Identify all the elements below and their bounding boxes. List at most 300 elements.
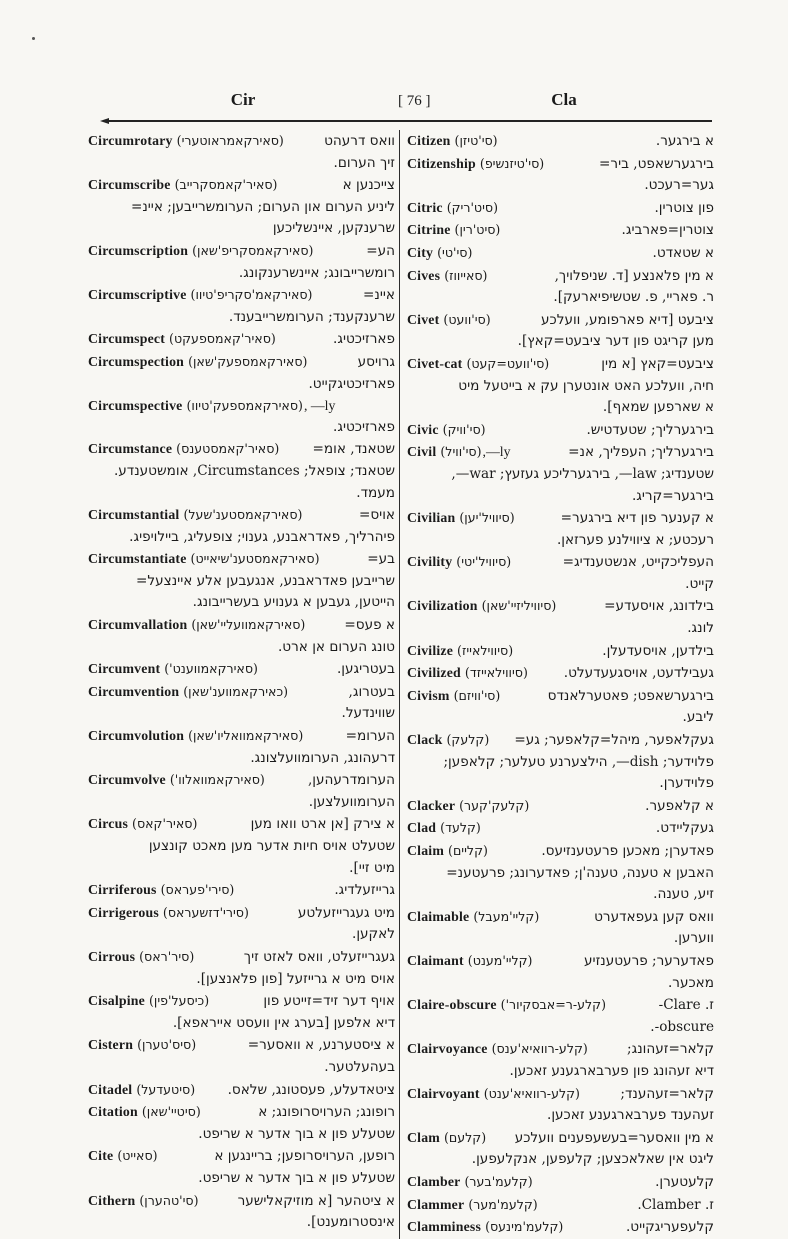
entry-first-line xyxy=(407,130,714,153)
entry-translation-line: צוטרין=פארביג. xyxy=(621,222,714,239)
dictionary-entry xyxy=(407,265,714,309)
entry-phonetic: (סי'וועט) xyxy=(443,311,491,327)
entry-first-line xyxy=(407,1038,714,1061)
entry-first-line xyxy=(407,1083,714,1106)
entry-headword-group xyxy=(407,795,529,817)
entry-phonetic: (קלע-רוואיא'ענס) xyxy=(491,1041,588,1057)
entry-translation-line: דרעהונג, הערומוועלצונג. xyxy=(250,749,395,766)
entry-headword-group xyxy=(88,1101,201,1123)
entry-translation-line: אויף דער זיד=זייטע פון xyxy=(263,993,395,1010)
entry-translation-line: אויס מיט א גרייזעל [פון פלאנצען]. xyxy=(196,970,395,987)
entry-headword-group xyxy=(407,994,606,1016)
entry-headword: Circumrotary xyxy=(88,133,173,148)
entry-translation-line: בעטרוג, xyxy=(348,683,395,700)
entry-headword: Cirrous xyxy=(88,948,136,964)
entry-headword-group xyxy=(407,685,500,707)
entry-translation-line: בע= xyxy=(367,551,395,568)
entry-headword-group xyxy=(407,1127,486,1149)
entry-phonetic: (סי'טהערן) xyxy=(139,1192,199,1208)
entry-headword-group xyxy=(88,174,277,196)
entry-translation-line: שטעלע פון א בוך אדער א שריפט. xyxy=(198,1125,395,1142)
entry-translation-line: מיט געגרייזעלטע xyxy=(297,904,395,921)
entry-phonetic: (סי'טיזן) xyxy=(454,133,498,148)
entry-phonetic: (סיטיי'שאן) xyxy=(141,1104,201,1120)
entry-translation-line: פלוידערן. xyxy=(659,775,714,792)
entry-translation-line: ציטאדעלע, פעסטונג, שלאס. xyxy=(227,1081,395,1098)
entry-headword: Circumvention xyxy=(88,683,180,699)
entry-phonetic: (סאירקאמסטענ'שעל) xyxy=(183,507,303,523)
entry-translation-line: האבען א טענה, טענה'ן; פאדערונג; פרעטענ= xyxy=(446,864,714,881)
entry-first-line xyxy=(88,284,395,307)
entry-first-line xyxy=(88,614,395,637)
entry-translation-line: א שארפען שמאף]. xyxy=(602,399,714,416)
entry-headword: Clammer xyxy=(407,1196,465,1212)
entry-headword-group xyxy=(88,902,249,924)
entry-translation-line: פארזיכטיג. xyxy=(333,331,395,348)
entry-translation-line: רומשרייבונג; איינשרענקונג. xyxy=(238,264,395,281)
header-rule xyxy=(108,120,712,122)
entry-first-line xyxy=(88,990,395,1013)
entry-headword: Circumspective xyxy=(88,398,183,414)
entry-phonetic: (סיט'רין) xyxy=(454,222,501,238)
entry-headword: Clamber xyxy=(407,1173,461,1189)
entry-headword-group xyxy=(88,990,209,1012)
entry-translation-line: שטעלע פון א בוך אדער א שריפט. xyxy=(198,1169,395,1186)
entry-translation-line: קלאר=זעהונג; xyxy=(627,1041,714,1058)
dictionary-entry xyxy=(407,840,714,906)
entry-headword: Circumscription xyxy=(88,242,189,258)
entry-translation-line: ז. Clamber. xyxy=(637,1196,714,1213)
entry-translation-line: קלאר=זעהענד; xyxy=(620,1085,714,1102)
entry-headword-group xyxy=(407,950,532,972)
entry-headword-group xyxy=(88,130,284,152)
entry-first-line xyxy=(88,725,395,748)
entry-headword-group xyxy=(88,946,194,968)
dictionary-entry xyxy=(88,328,395,351)
entry-headword: Civilization xyxy=(407,598,478,614)
entry-translation-line: לאקען. xyxy=(352,926,395,943)
dictionary-entry xyxy=(88,1145,395,1189)
header-guide-word-left: Cir xyxy=(230,90,256,109)
dictionary-entry xyxy=(407,219,714,242)
entry-headword-group xyxy=(88,395,335,417)
entry-phonetic: (סי'וויק) xyxy=(442,421,486,437)
entry-translation-line: רעכטע; א ציווילנע פערזאן. xyxy=(556,531,714,548)
entry-phonetic: (סאירקאמסטענ'שיאייט) xyxy=(190,551,320,567)
entry-phonetic: (כיסעל'פין) xyxy=(149,993,210,1009)
entry-first-line xyxy=(407,817,714,840)
entry-first-line xyxy=(88,902,395,925)
entry-suffix: , —ly xyxy=(303,398,336,414)
entry-first-line xyxy=(88,130,395,153)
entry-translation-line: אינסטרומענט]. xyxy=(306,1214,395,1231)
entry-headword: Civilian xyxy=(407,510,456,526)
entry-headword: Circumstantiate xyxy=(88,551,187,567)
entry-translation-line: ליבע. xyxy=(682,709,714,726)
entry-headword: Citadel xyxy=(88,1081,133,1097)
entry-phonetic: (סאירקאמ'סקריפ'טיוו) xyxy=(190,287,313,303)
entry-headword: Citation xyxy=(88,1104,138,1120)
entry-translation-line: מאכער. xyxy=(667,974,714,991)
entry-phonetic: (סאיר'קאמספעקט) xyxy=(169,331,276,347)
entry-headword-group xyxy=(407,353,549,375)
dictionary-entry xyxy=(407,640,714,663)
entry-translation-line: הייטען, געבען א גענויע בעשרייבונג. xyxy=(192,594,395,611)
entry-first-line xyxy=(88,395,395,417)
entry-first-line xyxy=(407,419,714,442)
entry-first-line xyxy=(407,795,714,818)
dictionary-entry xyxy=(88,284,395,328)
entry-phonetic: (קלעק) xyxy=(446,732,490,748)
dictionary-entry xyxy=(407,1038,714,1082)
entry-headword: Civil xyxy=(407,444,437,460)
entry-headword: Clacker xyxy=(407,797,456,813)
entry-first-line xyxy=(407,197,714,220)
entry-translation-line: פיהרליך, פאדראבנע, גענוי; צופעליג, ביילויפיג. xyxy=(129,528,395,545)
entry-headword: Circumscribe xyxy=(88,177,171,193)
entry-translation-line: בעהעלטער. xyxy=(324,1058,395,1075)
entry-headword-group xyxy=(407,662,528,684)
entry-headword: Citrine xyxy=(407,222,451,238)
entry-phonetic: (סאיר'קאס) xyxy=(132,816,198,832)
dictionary-entry xyxy=(407,950,714,994)
entry-phonetic: (סירי'פעראס) xyxy=(160,882,235,898)
entry-translation-line: צייכנען א xyxy=(342,177,395,194)
entry-headword-group xyxy=(88,725,303,747)
dictionary-entry xyxy=(407,595,714,639)
entry-translation-line: הע= xyxy=(366,242,395,259)
dictionary-entry xyxy=(88,681,395,725)
entry-translation-line: שרענקען, איינשליכען xyxy=(272,220,395,237)
entry-translation-line: ליגט אין שאלאכצען; קלעפען, אנקלעפען. xyxy=(471,1151,714,1168)
dictionary-entry xyxy=(88,658,395,681)
entry-translation-line: פלוידער; dish—, הילצערנע טעלער; קלאפען; xyxy=(443,753,714,770)
entry-phonetic: (סיוויליזיי'שאן) xyxy=(481,598,557,614)
entry-translation-line: מען קריגט פון דער ציבעט=קאץ]. xyxy=(517,333,714,350)
entry-headword: Circumstantial xyxy=(88,507,180,523)
entry-translation-line: אויס= xyxy=(358,507,395,524)
entry-headword: Circumvolution xyxy=(88,728,185,744)
entry-headword-group xyxy=(407,1171,533,1193)
entry-first-line xyxy=(88,328,395,351)
entry-first-line xyxy=(407,219,714,242)
entry-headword-group xyxy=(407,906,539,928)
entry-first-line xyxy=(88,351,395,374)
entry-first-line xyxy=(407,353,714,376)
entry-phonetic: (קלעק'קער) xyxy=(459,797,530,813)
entry-phonetic: (סאיר'קאמסקרייב) xyxy=(174,177,278,193)
dictionary-entry xyxy=(407,1171,714,1194)
entry-phonetic: (סיוויל'יען) xyxy=(459,510,515,526)
entry-headword-group xyxy=(88,1145,158,1167)
entry-headword: Cite xyxy=(88,1148,114,1164)
entry-suffix: ,—ly xyxy=(482,444,511,460)
entry-translation-line: בירגערליך; שטעדטיש. xyxy=(586,421,714,438)
entry-first-line xyxy=(88,681,395,704)
entry-headword: Circus xyxy=(88,816,129,832)
entry-headword-group xyxy=(407,441,510,463)
entry-translation-line: בירגער=קריג. xyxy=(631,487,714,504)
entry-phonetic: (סאירקאמראוטערי) xyxy=(176,133,284,148)
entry-phonetic: (סאירקאמוואלוו') xyxy=(169,772,265,788)
dictionary-entry xyxy=(88,130,395,174)
entry-translation-line: זעהענד פערבארגענע זאכען. xyxy=(547,1107,714,1124)
dictionary-entry xyxy=(407,662,714,685)
dictionary-entry xyxy=(407,906,714,950)
entry-headword: Cirriferous xyxy=(88,882,157,898)
entry-headword: Civic xyxy=(407,421,439,437)
dictionary-entry xyxy=(88,1079,395,1102)
entry-translation-line: .-obscure xyxy=(650,1018,714,1035)
entry-translation-line: א ציסטערנע, א וואסער= xyxy=(247,1037,395,1054)
entry-headword-group xyxy=(407,595,556,617)
entry-phonetic: (קלעמ'בער) xyxy=(464,1173,533,1189)
dictionary-entry xyxy=(88,902,395,946)
entry-translation-line: א שטאדט. xyxy=(652,244,714,261)
entry-headword-group xyxy=(407,242,472,264)
dictionary-entry xyxy=(88,504,395,548)
entry-phonetic: (קלע-ר=אבסקיור') xyxy=(500,997,607,1013)
entry-translation-line: גרייזעלדיג. xyxy=(334,882,395,899)
entry-headword-group xyxy=(407,219,500,241)
entry-headword: Circumvallation xyxy=(88,617,188,633)
entry-translation-line: שטעלט אויס חיות אדער מען מאכט קונצען xyxy=(148,838,395,854)
entry-phonetic: (קלעמ'מער) xyxy=(468,1196,538,1212)
entry-headword-group xyxy=(88,813,197,835)
entry-first-line xyxy=(407,906,714,929)
dictionary-entry xyxy=(407,1216,714,1239)
entry-translation-line: חיה, וועלכע האט אונטערן עק א בייטעל מיט xyxy=(458,377,714,394)
entry-first-line xyxy=(88,174,395,197)
dictionary-entry xyxy=(407,441,714,507)
entry-headword: Circumvolve xyxy=(88,772,166,788)
entry-phonetic: (סיווילאייז) xyxy=(457,642,514,658)
entry-headword-group xyxy=(407,729,489,751)
running-header xyxy=(88,90,714,110)
entry-headword: Cithern xyxy=(88,1192,136,1208)
entry-headword: Clack xyxy=(407,732,443,748)
entry-headword: Circumspect xyxy=(88,331,166,347)
entry-translation-line: קלעטערן. xyxy=(655,1173,714,1190)
entry-headword: Clairvoyant xyxy=(407,1085,480,1101)
entry-headword-group xyxy=(88,284,312,306)
entry-headword-group xyxy=(407,265,487,287)
entry-translation-line: קייט. xyxy=(685,575,714,592)
entry-translation-line: איינ= xyxy=(363,287,395,304)
entry-first-line xyxy=(407,1171,714,1194)
dictionary-entry xyxy=(407,309,714,353)
entry-phonetic: (קלעמ'מינעס) xyxy=(485,1219,564,1235)
entry-headword: Circumscriptive xyxy=(88,287,187,303)
entry-headword-group xyxy=(407,507,515,529)
header-guide-word-right: Cla xyxy=(551,90,577,109)
entry-translation-line: לונג. xyxy=(687,620,714,637)
entry-translation-line: גרויסע xyxy=(357,353,395,370)
entry-translation-line: מיט זיי]. xyxy=(349,859,395,876)
entry-translation-line: הערומ= xyxy=(345,728,395,745)
entry-headword-group xyxy=(407,817,481,839)
entry-phonetic: (סיוויל'יטי) xyxy=(456,554,512,570)
entry-first-line xyxy=(407,153,714,176)
entry-headword: Clairvoyance xyxy=(407,1041,488,1057)
entry-phonetic: (סאירקאמסקריפ'שאן) xyxy=(192,242,314,258)
dictionary-entry xyxy=(407,242,714,265)
dictionary-entry xyxy=(407,507,714,551)
entry-translation-line: ציבעט=קאץ [א מין xyxy=(601,355,714,372)
entry-translation-line: רופונג; הערויסרופונג; א xyxy=(258,1104,395,1121)
entry-headword-group xyxy=(88,769,265,791)
entry-translation-line: טונג הערום אן ארט. xyxy=(277,638,395,655)
entry-translation-line: שטאנד, אומ= xyxy=(312,441,395,458)
entry-translation-line: זיע, טענה. xyxy=(653,886,714,903)
entry-headword: Claire-obscure xyxy=(407,997,497,1013)
dictionary-entry xyxy=(88,438,395,504)
entry-first-line xyxy=(88,813,395,836)
entry-headword: Civism xyxy=(407,687,450,703)
dictionary-entry xyxy=(407,130,714,153)
entry-first-line xyxy=(88,1034,395,1057)
entry-translation-line: שווינדעל. xyxy=(341,705,395,722)
entry-translation-line: בעטריגען. xyxy=(336,661,395,678)
entry-translation-line: ר. פאריי, פ. שטשיפיארעק]. xyxy=(553,289,714,306)
entry-first-line xyxy=(407,662,714,685)
entry-headword-group xyxy=(407,640,513,662)
entry-first-line xyxy=(407,1194,714,1217)
dictionary-entry xyxy=(88,990,395,1034)
entry-headword-group xyxy=(407,1038,588,1060)
entry-headword: Civilized xyxy=(407,665,461,681)
entry-phonetic: (קלע-רוואיא'ענט) xyxy=(483,1085,580,1101)
entry-headword-group xyxy=(88,614,305,636)
entry-phonetic: (סיטעדעל) xyxy=(136,1081,196,1097)
dictionary-columns xyxy=(88,130,714,1239)
entry-headword-group xyxy=(88,658,258,680)
entry-first-line xyxy=(407,729,714,752)
entry-headword: Cirrigerous xyxy=(88,904,159,920)
entry-first-line xyxy=(407,441,714,464)
entry-first-line xyxy=(88,658,395,681)
entry-headword-group xyxy=(88,879,234,901)
entry-first-line xyxy=(407,950,714,973)
entry-translation-line: מעמד. xyxy=(356,484,395,501)
entry-phonetic: (כאירקאמווענ'שאן) xyxy=(183,683,289,699)
dictionary-entry xyxy=(407,1127,714,1171)
entry-headword-group xyxy=(88,328,276,350)
entry-first-line xyxy=(407,551,714,574)
left-column xyxy=(88,130,399,1239)
dictionary-entry xyxy=(88,174,395,240)
entry-first-line xyxy=(88,879,395,902)
entry-headword-group xyxy=(88,681,288,703)
entry-phonetic: (סיט'ריק) xyxy=(446,199,498,215)
entry-translation-line: הערומדרעהען, xyxy=(307,772,395,789)
entry-first-line xyxy=(88,946,395,969)
entry-translation-line: בירגערשאפט; פאטערלאנדס xyxy=(547,687,714,704)
entry-phonetic: (סיווילאייזד) xyxy=(464,665,528,681)
entry-translation-line: ווערען. xyxy=(673,930,714,947)
entry-translation-line: רופען, הערויסרופען; בריינגען א xyxy=(214,1148,395,1165)
entry-translation-line: דיא אלפען [בערג אין וועסט אייראפא]. xyxy=(172,1014,395,1031)
entry-phonetic: (סאייווז) xyxy=(444,267,488,283)
entry-headword: Circumstance xyxy=(88,441,173,457)
dictionary-entry xyxy=(407,551,714,595)
dictionary-entry xyxy=(88,1101,395,1145)
entry-headword: Citizenship xyxy=(407,155,476,171)
entry-translation-line: שרענקענד; הערומשרייבענד. xyxy=(228,308,395,325)
entry-translation-line: שטאנד; צופאל; Circumstances, אומשטענדע. xyxy=(113,462,395,479)
entry-translation-line: געקליידט. xyxy=(655,820,714,837)
entry-first-line xyxy=(88,240,395,263)
entry-headword-group xyxy=(407,840,488,862)
dictionary-entry xyxy=(407,795,714,818)
entry-headword-group xyxy=(88,1190,199,1212)
dictionary-entry xyxy=(407,1194,714,1217)
dictionary-entry xyxy=(88,769,395,813)
dictionary-entry xyxy=(407,1083,714,1127)
dictionary-entry xyxy=(88,240,395,284)
entry-phonetic: (סאירקאמספעק'שאן) xyxy=(188,353,308,369)
entry-phonetic: (סאירקאמספעק'טיוו) xyxy=(186,398,303,414)
entry-headword: Citric xyxy=(407,199,443,215)
entry-phonetic: (סי'טי) xyxy=(437,244,473,260)
entry-first-line xyxy=(407,1216,714,1239)
entry-headword: Clamminess xyxy=(407,1219,482,1235)
entry-headword-group xyxy=(407,1083,580,1105)
entry-phonetic: (סאירקאמווענט') xyxy=(164,661,258,677)
entry-headword: Civet xyxy=(407,311,440,327)
entry-headword: Circumspection xyxy=(88,353,185,369)
dictionary-entry xyxy=(407,685,714,729)
entry-first-line xyxy=(407,242,714,265)
entry-phonetic: (קלעם) xyxy=(444,1129,487,1145)
entry-translation-line: וואס דרעהט xyxy=(324,133,395,149)
entry-translation-line: וואס קען געפאדערט xyxy=(594,908,714,925)
entry-phonetic: (סאייט) xyxy=(117,1148,158,1164)
entry-headword: Cistern xyxy=(88,1037,134,1053)
entry-translation-line: בירגערליך; העפליך, אנ= xyxy=(568,444,714,461)
entry-headword: City xyxy=(407,244,434,260)
entry-headword-group xyxy=(407,1216,563,1238)
entry-headword: Civet-cat xyxy=(407,355,463,371)
entry-translation-line: א מין פלאנצע [ד. שניפלויך, xyxy=(554,267,714,284)
entry-headword-group xyxy=(407,197,498,219)
entry-headword: Clad xyxy=(407,820,437,836)
dictionary-entry xyxy=(88,1190,395,1234)
entry-translation-line: א מין וואסער=בעשעפענים וועלכע xyxy=(514,1129,714,1146)
entry-headword: Cives xyxy=(407,267,441,283)
entry-first-line xyxy=(88,548,395,571)
entry-phonetic: (קליים) xyxy=(448,843,488,858)
entry-translation-line: א ציטהער [א מוזיקאלישער xyxy=(237,1192,395,1209)
entry-headword-group xyxy=(88,1034,196,1056)
entry-translation-line: העפליכקייט, אנשטענדיג= xyxy=(562,554,714,571)
entry-headword: Claim xyxy=(407,843,445,858)
entry-headword-group xyxy=(88,548,319,570)
entry-first-line xyxy=(88,1145,395,1168)
dictionary-entry xyxy=(88,946,395,990)
entry-translation-line: ציבעט [דיא פארפומע, וועלכע xyxy=(541,311,714,328)
dictionary-entry xyxy=(88,548,395,614)
entry-first-line xyxy=(407,1127,714,1150)
entry-translation-line: א צירק [אן ארט וואו מען xyxy=(250,816,395,833)
entry-phonetic: (סי'וויזם) xyxy=(453,687,501,703)
dictionary-entry xyxy=(407,197,714,220)
entry-headword-group xyxy=(88,351,307,373)
entry-headword: Circumvent xyxy=(88,661,161,677)
entry-headword-group xyxy=(407,130,498,152)
entry-first-line xyxy=(88,1079,395,1102)
dictionary-entry xyxy=(407,153,714,197)
